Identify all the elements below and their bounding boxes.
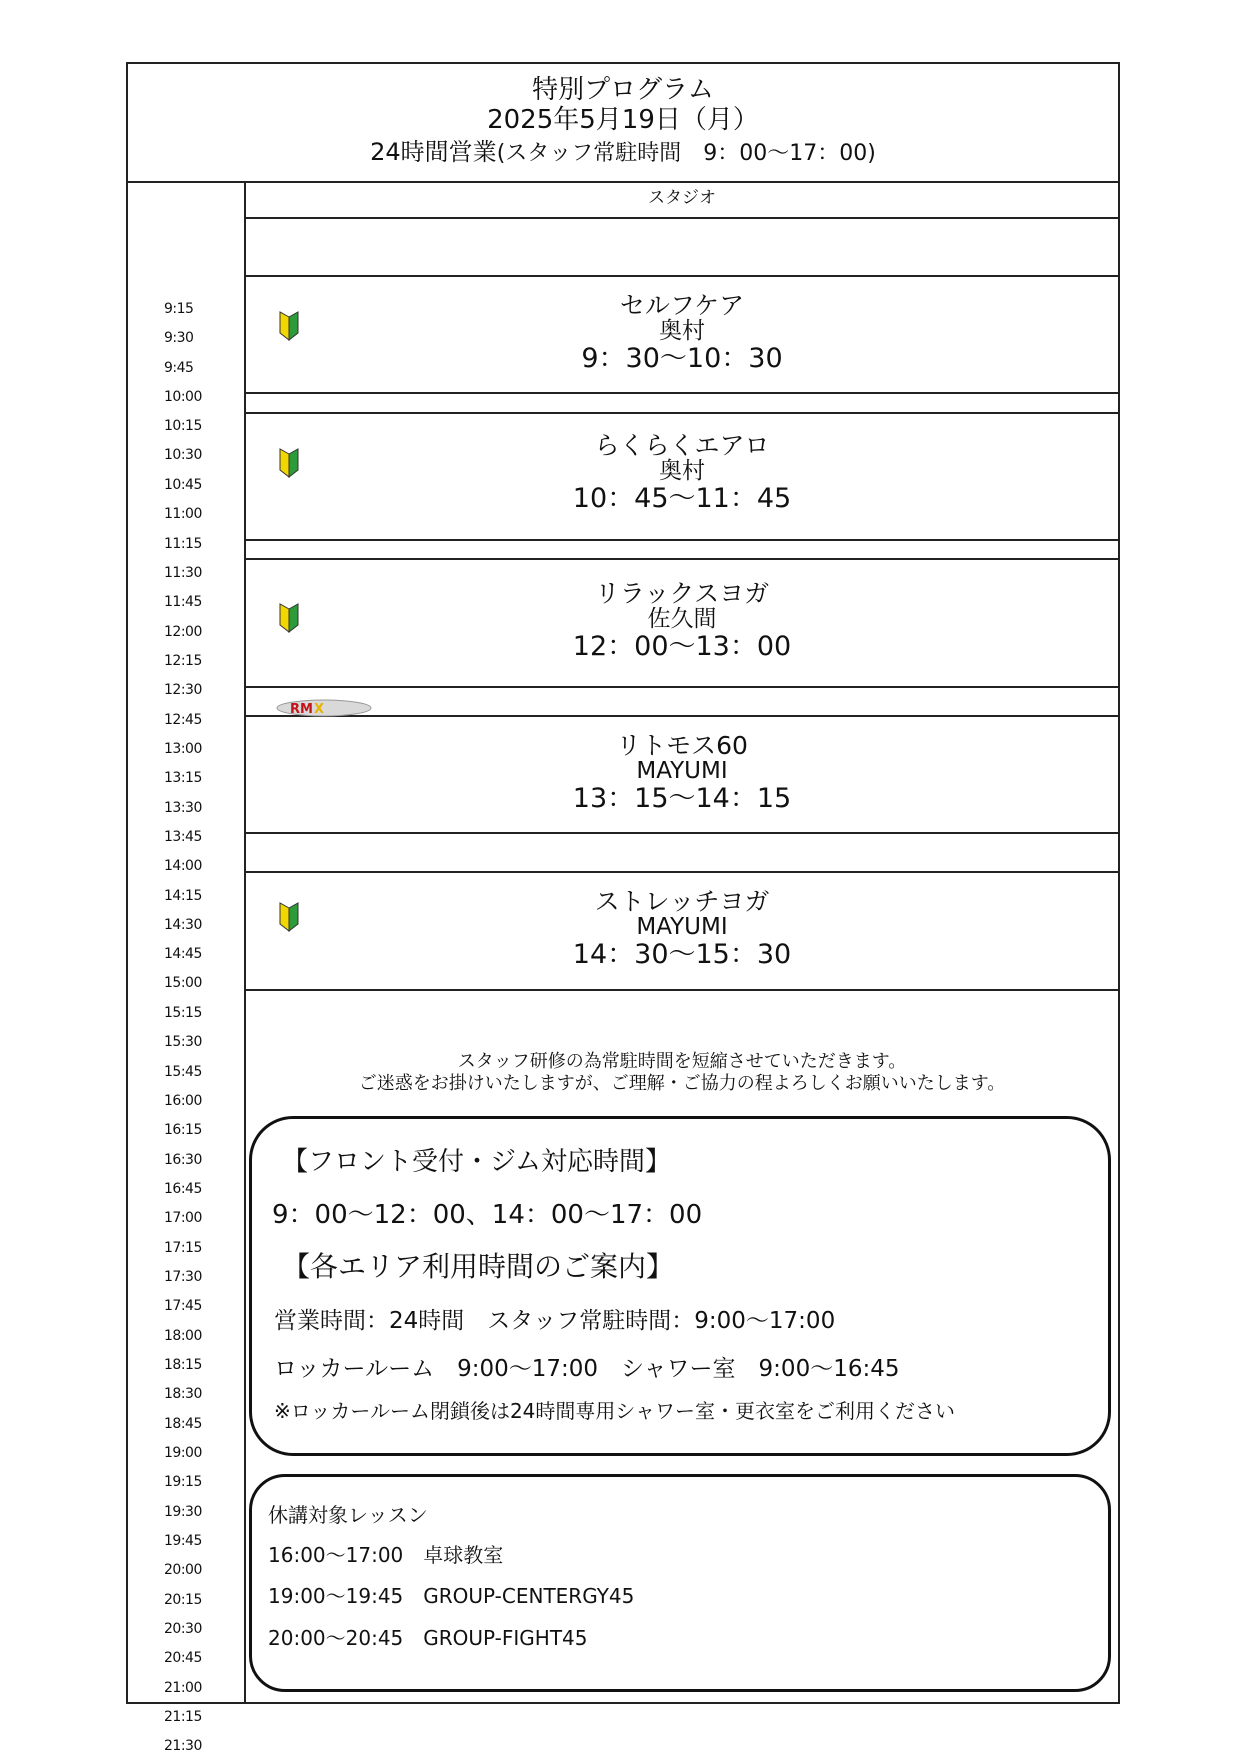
time-label: 21:30 [164, 1738, 202, 1754]
lesson-time: 13：15～14：15 [572, 783, 792, 814]
time-label: 18:30 [164, 1386, 202, 1402]
business-hours-text: 営業時間：24時間 スタッフ常駐時間：9:00～17:00 [274, 1308, 836, 1334]
time-label: 15:45 [164, 1064, 202, 1080]
time-label: 15:00 [164, 975, 202, 991]
divider [246, 686, 1118, 688]
notice-line: スタッフ研修の為常駐時間を短縮させていただきます。 [457, 1051, 907, 1072]
lesson-block[interactable] [246, 293, 1118, 373]
time-label: 15:15 [164, 1005, 202, 1021]
time-label: 11:00 [164, 506, 202, 522]
time-label: 21:00 [164, 1680, 202, 1696]
hours-info-box [249, 1116, 1111, 1456]
divider [246, 871, 1118, 873]
time-label: 18:45 [164, 1416, 202, 1432]
lesson-name: セルフケア [619, 291, 745, 320]
time-label: 19:30 [164, 1504, 202, 1520]
lesson-time: 14：30～15：30 [572, 939, 792, 970]
time-label: 13:45 [164, 829, 202, 845]
time-label: 10:30 [164, 447, 202, 463]
notice-line: ご迷惑をお掛けいたしますが、ご理解・ご協力の程よろしくお願いいたします。 [358, 1073, 1006, 1094]
lesson-name: ストレッチヨガ [594, 887, 770, 916]
time-label: 13:15 [164, 770, 202, 786]
time-label: 16:00 [164, 1093, 202, 1109]
lesson-instructor: 奥村 [659, 458, 705, 484]
staff-hours-label: (スタッフ常駐時間 9：00～17：00) [496, 141, 876, 166]
program-title: 特別プログラム [532, 75, 714, 105]
24h-label: 24時間営業 [370, 138, 497, 166]
divider [246, 715, 1118, 717]
time-label: 19:15 [164, 1474, 202, 1490]
time-label: 13:30 [164, 800, 202, 816]
time-label: 13:00 [164, 741, 202, 757]
lesson-block[interactable] [246, 433, 1118, 513]
time-label: 21:15 [164, 1709, 202, 1725]
cancelled-item: 20:00～20:45 GROUP-FIGHT45 [268, 1626, 588, 1650]
time-label: 12:30 [164, 682, 202, 698]
divider [246, 412, 1118, 414]
front-hours-heading: 【フロント受付・ジム対応時間】 [282, 1147, 671, 1177]
time-label: 19:00 [164, 1445, 202, 1461]
time-label: 18:15 [164, 1357, 202, 1373]
lesson-block[interactable] [246, 889, 1118, 969]
time-label: 17:45 [164, 1298, 202, 1314]
studio-column-header: スタジオ [648, 188, 716, 208]
time-label: 12:00 [164, 624, 202, 640]
time-label: 14:00 [164, 858, 202, 874]
time-label: 17:00 [164, 1210, 202, 1226]
time-label: 11:15 [164, 536, 202, 552]
lesson-name: リラックスヨガ [594, 579, 770, 608]
cancelled-item: 19:00～19:45 GROUP-CENTERGY45 [268, 1584, 635, 1608]
divider [246, 275, 1118, 277]
time-label: 11:30 [164, 565, 202, 581]
staff-notice [246, 1051, 1118, 1095]
time-label: 12:45 [164, 712, 202, 728]
lesson-time: 12：00～13：00 [572, 631, 792, 662]
divider [246, 539, 1118, 541]
divider [246, 989, 1118, 991]
time-label: 9:15 [164, 301, 194, 317]
lesson-name: らくらくエアロ [594, 431, 770, 460]
time-label: 15:30 [164, 1034, 202, 1050]
program-date: 2025年5月19日（月） [487, 105, 759, 135]
time-label: 10:15 [164, 418, 202, 434]
lesson-instructor: MAYUMI [636, 758, 728, 784]
time-label: 10:00 [164, 389, 202, 405]
divider [246, 832, 1118, 834]
time-label: 17:30 [164, 1269, 202, 1285]
time-label: 20:15 [164, 1592, 202, 1608]
lesson-instructor: MAYUMI [636, 914, 728, 940]
svg-text:X: X [314, 702, 325, 717]
time-label: 16:15 [164, 1122, 202, 1138]
time-label: 10:45 [164, 477, 202, 493]
area-hours-heading: 【各エリア利用時間のご案内】 [282, 1250, 675, 1283]
locker-shower-hours-text: ロッカールーム 9:00～17:00 シャワー室 9:00～16:45 [274, 1356, 900, 1382]
divider [246, 217, 1118, 219]
time-label: 18:00 [164, 1328, 202, 1344]
time-label: 9:30 [164, 330, 194, 346]
lesson-time: 9：30～10：30 [581, 343, 783, 374]
time-label: 20:00 [164, 1562, 202, 1578]
divider [246, 392, 1118, 394]
business-hours-line [128, 138, 1118, 168]
lesson-name: リトモス60 [616, 731, 748, 760]
time-label: 16:30 [164, 1152, 202, 1168]
time-label: 16:45 [164, 1181, 202, 1197]
time-label: 12:15 [164, 653, 202, 669]
divider [246, 558, 1118, 560]
time-label: 17:15 [164, 1240, 202, 1256]
lesson-instructor: 奥村 [659, 318, 705, 344]
svg-text:RM: RM [290, 702, 313, 717]
time-label: 9:45 [164, 360, 194, 376]
time-label: 19:45 [164, 1533, 202, 1549]
cancelled-item: 16:00～17:00 卓球教室 [268, 1543, 504, 1567]
page-header [128, 64, 1118, 183]
lesson-instructor: 佐久間 [647, 606, 717, 632]
lesson-time: 10：45～11：45 [572, 483, 792, 514]
after-hours-note: ※ロッカールーム閉鎖後は24時間専用シャワー室・更衣室をご利用ください [274, 1399, 956, 1423]
time-label: 20:45 [164, 1650, 202, 1666]
rmx-logo-icon [276, 698, 372, 718]
schedule-frame [126, 62, 1120, 1754]
lesson-block[interactable] [246, 733, 1118, 813]
time-label: 14:30 [164, 917, 202, 933]
lesson-block[interactable] [246, 581, 1118, 661]
time-label: 14:45 [164, 946, 202, 962]
time-label: 20:30 [164, 1621, 202, 1637]
cancelled-heading: 休講対象レッスン [268, 1503, 428, 1527]
time-column [128, 181, 246, 1754]
time-label: 11:45 [164, 594, 202, 610]
cancelled-lessons-box [249, 1474, 1111, 1692]
front-hours-value: 9：00～12：00、14：00～17：00 [272, 1200, 703, 1230]
time-label: 14:15 [164, 888, 202, 904]
